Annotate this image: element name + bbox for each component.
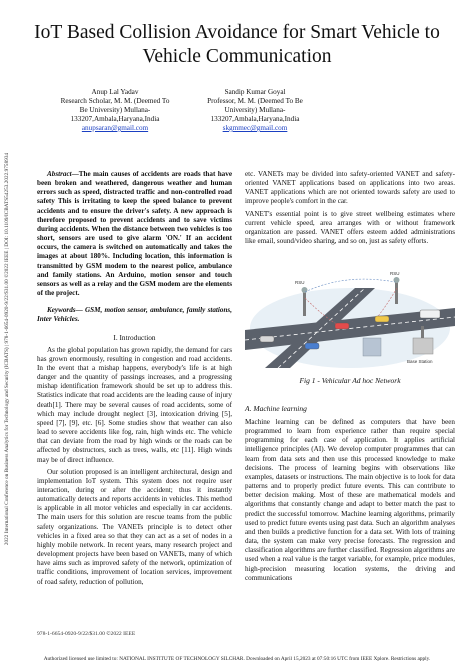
- license-notice: Authorized licensed use limited to: NATIONAL INSTITUTE OF TECHNOLOGY SILCHAR. Downloaded on April 15,2023 at 07:50:16 UTC from IEEE Xplore. Restrictions apply.: [43, 656, 431, 662]
- author-affiliation: Be University) Mullana-: [79, 106, 151, 114]
- author-affiliation: 133207,Ambala,Haryana,India: [70, 115, 160, 123]
- ml-paragraph: Machine learning can be defined as computers that have been programmed to learn from experience rather than require special programming for each case of application. It applies artificial intelligence principles (AI). We develop computer programmes that can learn from data sets and then use this processed knowledge to make decisions. The process of learning begins with observations like examples, datasets or instructions. The main objective is to look for data patterns and to properly predict future events. This can contribute to better decision making. Most of these are mathematical models and algorithms that constantly change and adapt to better match the past to predict the successful tomorrow. Machine learning algorithms, primarily used to predict future events using past data. Such an algorithm analyses and then builds a predictive function for a data set. With lots of training data, the system can make very precise forecasts. The regression and classification algorithms are further classified. Regression algorithms are used when a real value is the target variable, for example, price modules, high-precision measuring location systems, the driving and communications: [245, 418, 455, 582]
- abstract-label: Abstract: [47, 170, 72, 178]
- author-affiliation: University) Mullana-: [224, 106, 286, 114]
- author-name: Anup Lal Yadav: [91, 88, 139, 96]
- author-affiliation: Professor, M. M. (Deemed To Be: [207, 97, 303, 105]
- section-heading-machine-learning: A. Machine learning: [245, 404, 307, 413]
- paper-title-line1: IoT Based Collision Avoidance for Smart Vehicle to: [34, 22, 440, 43]
- base-station-label: Base Station: [407, 359, 433, 364]
- side-citation: [2, 96, 12, 601]
- vanet-figure: [245, 268, 455, 370]
- vanet-paragraph-1: etc. VANETs may be divided into safety-oriented VANET and safety-oriented VANET applications based on applications into two areas. VANET applications which are not oriented towards safety are used to improve people's comfort in the car.: [245, 170, 455, 206]
- page-footer: 978-1-6654-0920-9/22/$31.00 ©2022 IEEE: [37, 631, 136, 637]
- figure-caption: Fig 1 - Vehicular Ad hoc Network: [299, 376, 401, 385]
- intro-paragraph-2: Our solution proposed is an intelligent architectural, design and implementation IoT system. This system does not require user interaction, during or after the accident; thus it instantly automatically detects and reports accidents in vehicles. This method is applicable in all motor vehicles and especially in car accidents. The main users for this solution are rescue teams from the public safety organizations. The VANETs principle is to detect other vehicles in a fixed area so that they can act as a set of nodes in a highly mobile network. In recent years, many research project and development projects have been based on VANETs, many of which have aims such as improved safety of the network, optimization of traffic conditions, improvement of location services, improvement of road safety, reduction of pollution,: [37, 467, 232, 586]
- right-column-top: [245, 170, 455, 246]
- section-heading-introduction: I. Introduction: [113, 332, 156, 342]
- building: [363, 338, 381, 356]
- author-block-1: [40, 88, 190, 133]
- intro-paragraph-1: As the global population has grown rapidly, the demand for cars has grown enormously, resulting in congestion and road accidents. In the event that a mishap happens, everybody's life is at high danger and the quantity of passings increases, and a progressing mishap identification framework should be set up to address this. Statistics indicate that road accidents are the leading cause of injury death[1]. There may be several causes of road accidents, some of which may include drought neglect [3], intoxication driving [5], speed [7], [9], etc. [6]. Some studies show that weather can also lead to severe accidents like fog, rain, high winds etc. The vehicle that can deviate from the road by high winds or the roads can be affected by obstructors, such as trees, walls, etc [11]. High winds may be of direct influence.: [37, 345, 232, 464]
- vehicle-car-2: [335, 323, 349, 329]
- paper-title-line2: Vehicle Communication: [142, 46, 332, 67]
- author-name: Sandip Kumar Goyal: [224, 88, 286, 96]
- abstract-text: —The main causes of accidents are roads that have been broken and weathered, dangerous weather and human errors such as speed, distracted traffic and non-controlled road safety This is irritating to keep the speed balance to prevent accidents and to ensure the driver's safety. A new approach is therefore proposed to prevent accidents and to save victims during accidents. When the distance between two vehicles is too short, sensors are used to give alarm 'ON.' If an accident occurs, the camera is switched on automatically and takes the images at about 180%. Including location, this information is transmitted by GSM modem to the nearest police, ambulance and family stations. An Arduino, motion sensor and touch sensors as well as a relay and the GSM modem are the elements of the project.: [37, 170, 232, 298]
- author-affiliation: Research Scholar, M. M. (Deemed To: [60, 97, 170, 105]
- author-affiliation: 133207,Ambala,Haryana,India: [210, 115, 300, 123]
- right-column-bottom: [245, 418, 455, 583]
- vehicle-truck: [420, 310, 440, 318]
- author-email-link[interactable]: anupsaran@gmail.com: [81, 124, 149, 132]
- vehicle-car-3: [375, 316, 389, 322]
- keywords: Keywords— GSM, motion sensor, ambulance, family stations, Inter Vehicles.: [37, 306, 232, 324]
- author-block-2: [180, 88, 330, 133]
- vanet-paragraph-2: VANET's essential point is to give street wellbeing estimates where current vehicle speed, area arranges with or without framework organization are passed. VANET offers esteem added administrations like email, sound/video sharing, and so on, just as safety efforts.: [245, 209, 455, 246]
- left-column: [37, 170, 232, 587]
- vehicle-car-4: [305, 343, 319, 349]
- abstract: [37, 170, 232, 298]
- rsu-label-1: RSU: [295, 280, 305, 285]
- rsu-label-2: RSU: [390, 271, 400, 276]
- vehicle-car-1: [260, 336, 274, 342]
- side-citation-text: 2022 International Conference on Business Analytics for Technology and Security (ICBATS) | 978-1-6654-0920-9/22/$31.00 ©2022 IEEE | DOI: 10.1109/ICBATS54253.2022.9758934: [4, 152, 10, 545]
- author-email-link[interactable]: skgmmec@gmail.com: [222, 124, 288, 132]
